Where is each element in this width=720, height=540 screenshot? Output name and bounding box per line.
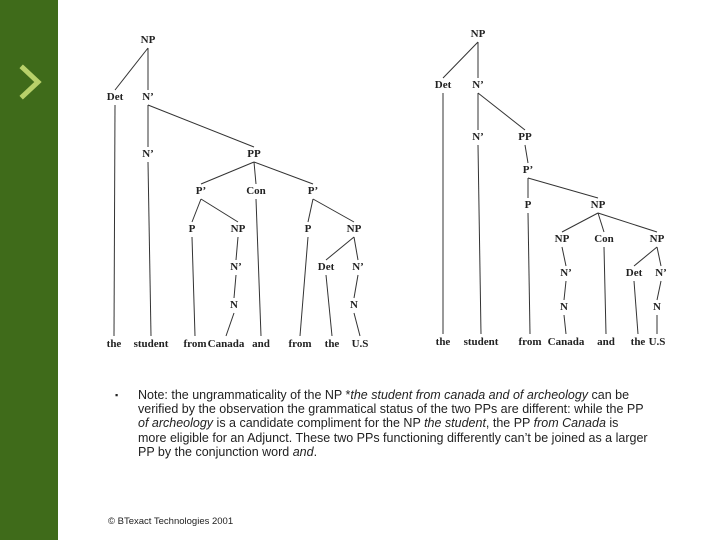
tree-edge-pp-pbar1 (201, 162, 254, 184)
note-example-3: the student (424, 416, 486, 431)
copyright-footer: © BTexact Technologies 2001 (108, 516, 234, 527)
tree-edge-pbar1-p1 (192, 199, 201, 222)
note-example-2: of archeology (138, 416, 214, 431)
note-example-5: and (292, 444, 314, 459)
leaf-edge-n1 (564, 315, 566, 334)
word-7: U.S (351, 338, 369, 350)
tree-edge-np2-nbar3 (562, 247, 566, 266)
tree-edge-pbar-np1 (528, 178, 598, 198)
node-pbar2: P’ (307, 185, 319, 197)
word-5: from (288, 338, 312, 350)
tree-edge-np3-det2 (634, 247, 657, 266)
leaf-edge-p (528, 213, 530, 334)
tree-left (107, 34, 369, 350)
tree-edge-np2-nbar4 (354, 237, 358, 260)
node-np1: NP (230, 223, 246, 235)
word-4: and (252, 338, 270, 350)
note-example-4: from Canada (533, 416, 606, 431)
leaf-edge-det (114, 105, 115, 336)
tree-edge-np2-det2 (326, 237, 354, 260)
node-nbar2: N’ (142, 148, 154, 160)
node-nbar1: N’ (472, 79, 484, 91)
tree-edge-pp-con (254, 162, 256, 184)
word-3: Canada (207, 338, 245, 350)
note-prefix: Note: the ungrammaticality of the NP * (138, 388, 351, 402)
tree-edge-pbar2-p2 (308, 199, 313, 222)
tree-edge-nbar1-pp (478, 93, 525, 130)
word-6: U.S (648, 336, 666, 348)
tree-edge-np3-nbar4 (657, 247, 661, 266)
node-nbar3: N’ (230, 261, 242, 273)
node-np1: NP (590, 199, 606, 211)
tree-edge-np1-nbar3 (236, 237, 238, 260)
node-nbar2: N’ (472, 131, 484, 143)
word-0: the (435, 336, 451, 348)
leaf-edge-con (256, 199, 261, 336)
leaf-edge-det2 (326, 275, 332, 336)
note-mid-3: , the PP (485, 416, 534, 431)
tree-edge-nbar1-pp (148, 105, 254, 147)
node-nbar4: N’ (655, 267, 667, 279)
node-np: NP (140, 34, 156, 46)
node-np2: NP (346, 223, 362, 235)
tree-edge-np1-np3 (598, 213, 657, 232)
node-p1: P (188, 223, 196, 235)
tree-edge-np1-con (598, 213, 604, 232)
leaf-edge-det2 (634, 281, 638, 334)
tree-edge-nbar4-n2 (657, 281, 661, 300)
tree-edge-pbar2-np2 (313, 199, 354, 222)
tree-edge-nbar3-n1 (564, 281, 566, 300)
word-2: from (183, 338, 207, 350)
word-2: from (518, 336, 542, 348)
node-det2: Det (317, 261, 335, 273)
leaf-edge-n2 (354, 313, 360, 336)
tree-edge-np-det (443, 42, 478, 78)
bullet-icon: ▪ (115, 390, 119, 400)
node-pp: PP (247, 148, 261, 160)
node-nbar1: N’ (142, 91, 154, 103)
node-p: P (524, 199, 532, 211)
node-nbar3: N’ (560, 267, 572, 279)
tree-edge-pp-pbar2 (254, 162, 313, 184)
node-det: Det (434, 79, 452, 91)
node-det: Det (106, 91, 124, 103)
leaf-edge-p2 (300, 237, 308, 336)
word-1: student (463, 336, 499, 348)
tree-edge-pp-pbar (525, 145, 528, 163)
note-suffix: . (313, 444, 318, 459)
node-con: Con (246, 185, 266, 197)
node-np2: NP (554, 233, 570, 245)
node-pbar1: P’ (195, 185, 207, 197)
node-p2: P (304, 223, 312, 235)
word-6: the (324, 338, 340, 350)
node-pp: PP (518, 131, 532, 143)
leaf-edge-n1 (226, 313, 234, 336)
node-n1: N (230, 299, 238, 311)
node-nbar4: N’ (352, 261, 364, 273)
word-5: the (630, 336, 646, 348)
note-mid-4: is more eligible for an Adjunct. These two PPs functioning differently can’t be joined as a larger PP by the conjunction word (138, 416, 648, 459)
tree-edge-nbar3-n1 (234, 275, 236, 298)
leaf-edge-p1 (192, 237, 195, 336)
tree-right (435, 28, 667, 348)
tree-edge-nbar4-n2 (354, 275, 358, 298)
leaf-edge-con (604, 247, 606, 334)
tree-edge-np1-np2 (562, 213, 598, 232)
node-np: NP (470, 28, 486, 40)
word-1: student (133, 338, 169, 350)
word-3: Canada (547, 336, 585, 348)
node-pbar: P’ (522, 164, 534, 176)
node-n1: N (560, 301, 568, 313)
node-det2: Det (625, 267, 643, 279)
node-con: Con (594, 233, 614, 245)
word-4: and (597, 336, 615, 348)
leaf-edge-nbar2 (148, 162, 151, 336)
note-example-1: the student from canada and of archeology (350, 388, 589, 402)
word-0: the (106, 338, 122, 350)
node-np3: NP (649, 233, 665, 245)
note-mid-1: can be verified by the observation the grammatical status of the two PPs are different: while the PP (138, 388, 644, 417)
note-mid-2: is a candidate compliment for the NP (213, 416, 425, 431)
node-n2: N (350, 299, 358, 311)
node-n2: N (653, 301, 661, 313)
note-text (138, 388, 648, 459)
leaf-edge-nbar2 (478, 145, 481, 334)
tree-edge-pbar1-np1 (201, 199, 238, 222)
tree-edge-np-det (115, 48, 148, 90)
